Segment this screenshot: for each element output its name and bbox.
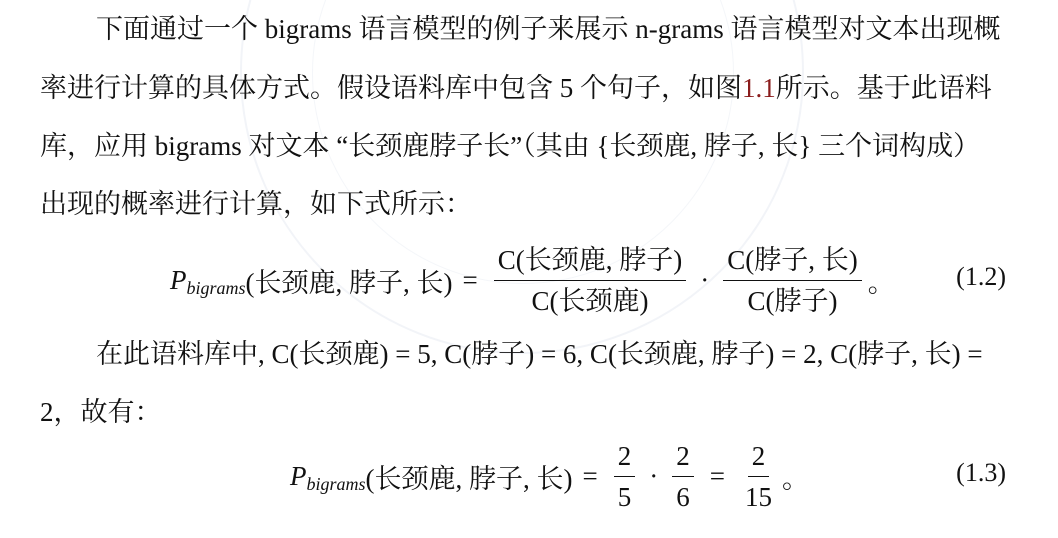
eq1-equals: =	[462, 264, 478, 295]
eq2-equals-1: =	[582, 460, 598, 491]
eq2-fraction-3	[741, 438, 776, 515]
eq1-fraction-2	[723, 242, 862, 319]
paragraph1-line1: 下面通过一个 bigrams 语言模型的例子来展示 n-grams 语言模型对文本出现概	[96, 14, 1001, 44]
figure-reference-link[interactable]: 1.1	[742, 73, 776, 103]
equation-1-3	[290, 436, 809, 516]
eq2-fraction-2-numerator: 2	[672, 438, 694, 477]
eq2-fraction-1	[614, 438, 636, 515]
eq2-fraction-1-numerator: 2	[614, 438, 636, 477]
eq2-times: ·	[649, 460, 659, 491]
eq1-end-mark: 。	[867, 267, 895, 298]
eq2-end-mark: 。	[781, 463, 809, 494]
eq1-fraction-1-numerator: C(长颈鹿, 脖子)	[494, 242, 687, 281]
paragraph1-line2-before: 率进行计算的具体方式。假设语料库中包含 5 个句子，如图	[40, 73, 742, 103]
eq2-fraction-1-denominator: 5	[617, 481, 632, 512]
paragraph2-line1: 在此语料库中, C(长颈鹿) = 5, C(脖子) = 6, C(长颈鹿, 脖子) = 2, C(脖子, 长) =	[96, 339, 983, 369]
eq2-probability-symbol: P	[290, 460, 307, 491]
paragraph1-line3: 库，应用 bigrams 对文本 “长颈鹿脖子长”（其由 {长颈鹿, 脖子, 长} 三个词构成）	[40, 131, 981, 161]
eq1-fraction-1-denominator: C(长颈鹿)	[531, 285, 649, 316]
paragraph1-line4: 出现的概率进行计算，如下式所示：	[40, 189, 472, 219]
eq1-fraction-2-denominator: C(脖子)	[747, 285, 838, 316]
eq2-fraction-2-denominator: 6	[676, 481, 690, 512]
eq2-equals-2: =	[709, 460, 725, 491]
eq2-fraction-3-numerator: 2	[748, 438, 770, 477]
paragraph1-line2-after: 所示。基于此语料	[775, 73, 992, 103]
eq1-probability-symbol: P	[170, 264, 187, 295]
paragraph1-line2	[40, 72, 992, 104]
eq1-arguments: (长颈鹿, 脖子, 长)	[245, 267, 453, 298]
eq2-fraction-3-denominator: 15	[744, 481, 772, 512]
equation-1-2	[170, 240, 895, 320]
eq2-fraction-2	[672, 438, 694, 515]
eq1-fraction-1	[494, 242, 687, 319]
paragraph2-line2: 2，故有：	[40, 397, 162, 427]
eq1-subscript: bigrams	[186, 277, 246, 298]
eq2-subscript: bigrams	[306, 473, 366, 494]
eq1-fraction-2-numerator: C(脖子, 长)	[723, 242, 862, 281]
eq2-arguments: (长颈鹿, 脖子, 长)	[365, 463, 573, 494]
equation-number-1-2: (1.2)	[956, 262, 1006, 291]
eq1-times: ·	[700, 264, 710, 295]
equation-number-1-3: (1.3)	[956, 458, 1006, 487]
